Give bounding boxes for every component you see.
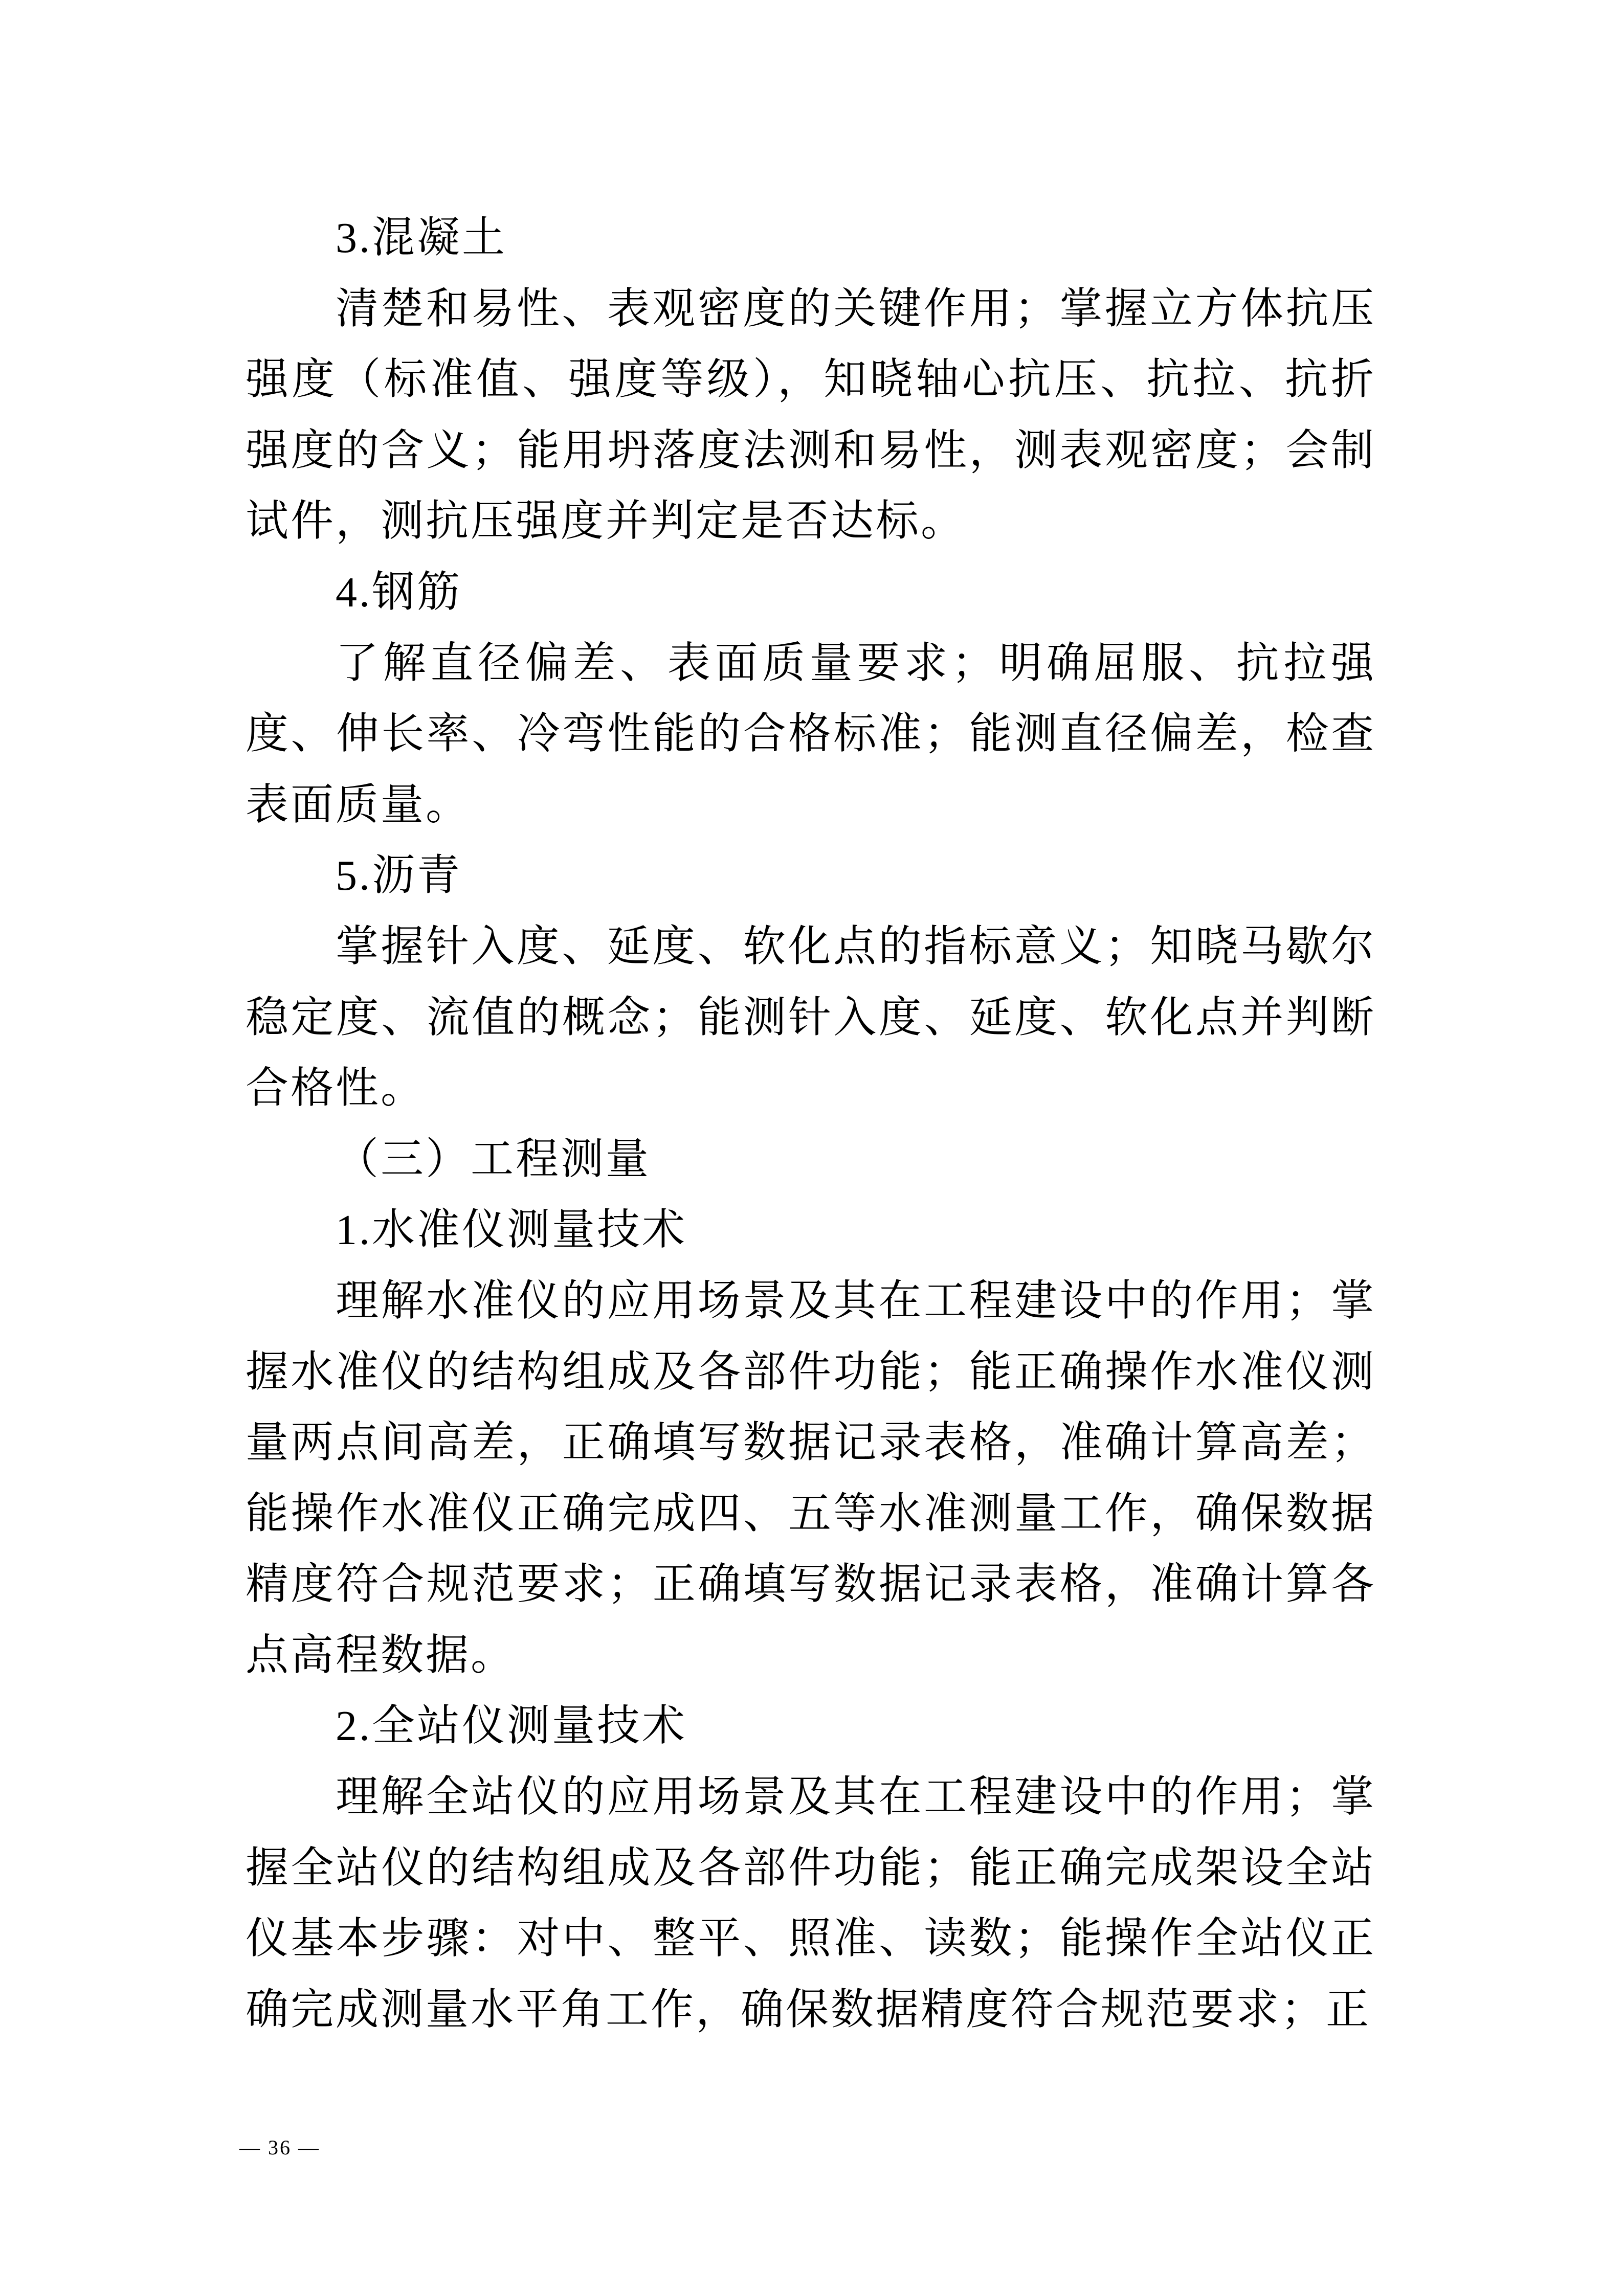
- section-heading: 2.全站仪测量技术: [336, 1702, 687, 1750]
- body-paragraph: 了解直径偏差、表面质量要求；明确屈服、抗拉强度、伸长率、冷弯性能的合格标准；能测直径偏差，检查表面质量。: [246, 639, 1376, 829]
- section-heading: 1.水准仪测量技术: [336, 1206, 687, 1254]
- section-heading: 3.混凝土: [336, 214, 507, 262]
- body-paragraph: 理解全站仪的应用场景及其在工程建设中的作用；掌握全站仪的结构组成及各部件功能；能正确完成架设全站仪基本步骤：对中、整平、照准、读数；能操作全站仪正确完成测量水平角工作，确保数据精度符合规范要求；正: [246, 1773, 1376, 2034]
- section-heading: （三）工程测量: [336, 1135, 651, 1183]
- body-paragraph: 清楚和易性、表观密度的关键作用；掌握立方体抗压强度（标准值、强度等级），知晓轴心抗压、抗拉、抗折强度的含义；能用坍落度法测和易性，测表观密度；会制试件，测抗压强度并判定是否达标。: [246, 285, 1376, 546]
- section-heading: 5.沥青: [336, 852, 462, 900]
- body-paragraph: 理解水准仪的应用场景及其在工程建设中的作用；掌握水准仪的结构组成及各部件功能；能正确操作水准仪测量两点间高差，正确填写数据记录表格，准确计算高差；能操作水准仪正确完成四、五等水准测量工作，确保数据精度符合规范要求；正确填写数据记录表格，准确计算各点高程数据。: [246, 1277, 1376, 1679]
- section-heading: 4.钢筋: [336, 568, 462, 616]
- text-block: [246, 203, 1376, 2045]
- body-paragraph: 掌握针入度、延度、软化点的指标意义；知晓马歇尔稳定度、流值的概念；能测针入度、延度、软化点并判断合格性。: [246, 922, 1376, 1113]
- page-number: — 36 —: [239, 2136, 320, 2159]
